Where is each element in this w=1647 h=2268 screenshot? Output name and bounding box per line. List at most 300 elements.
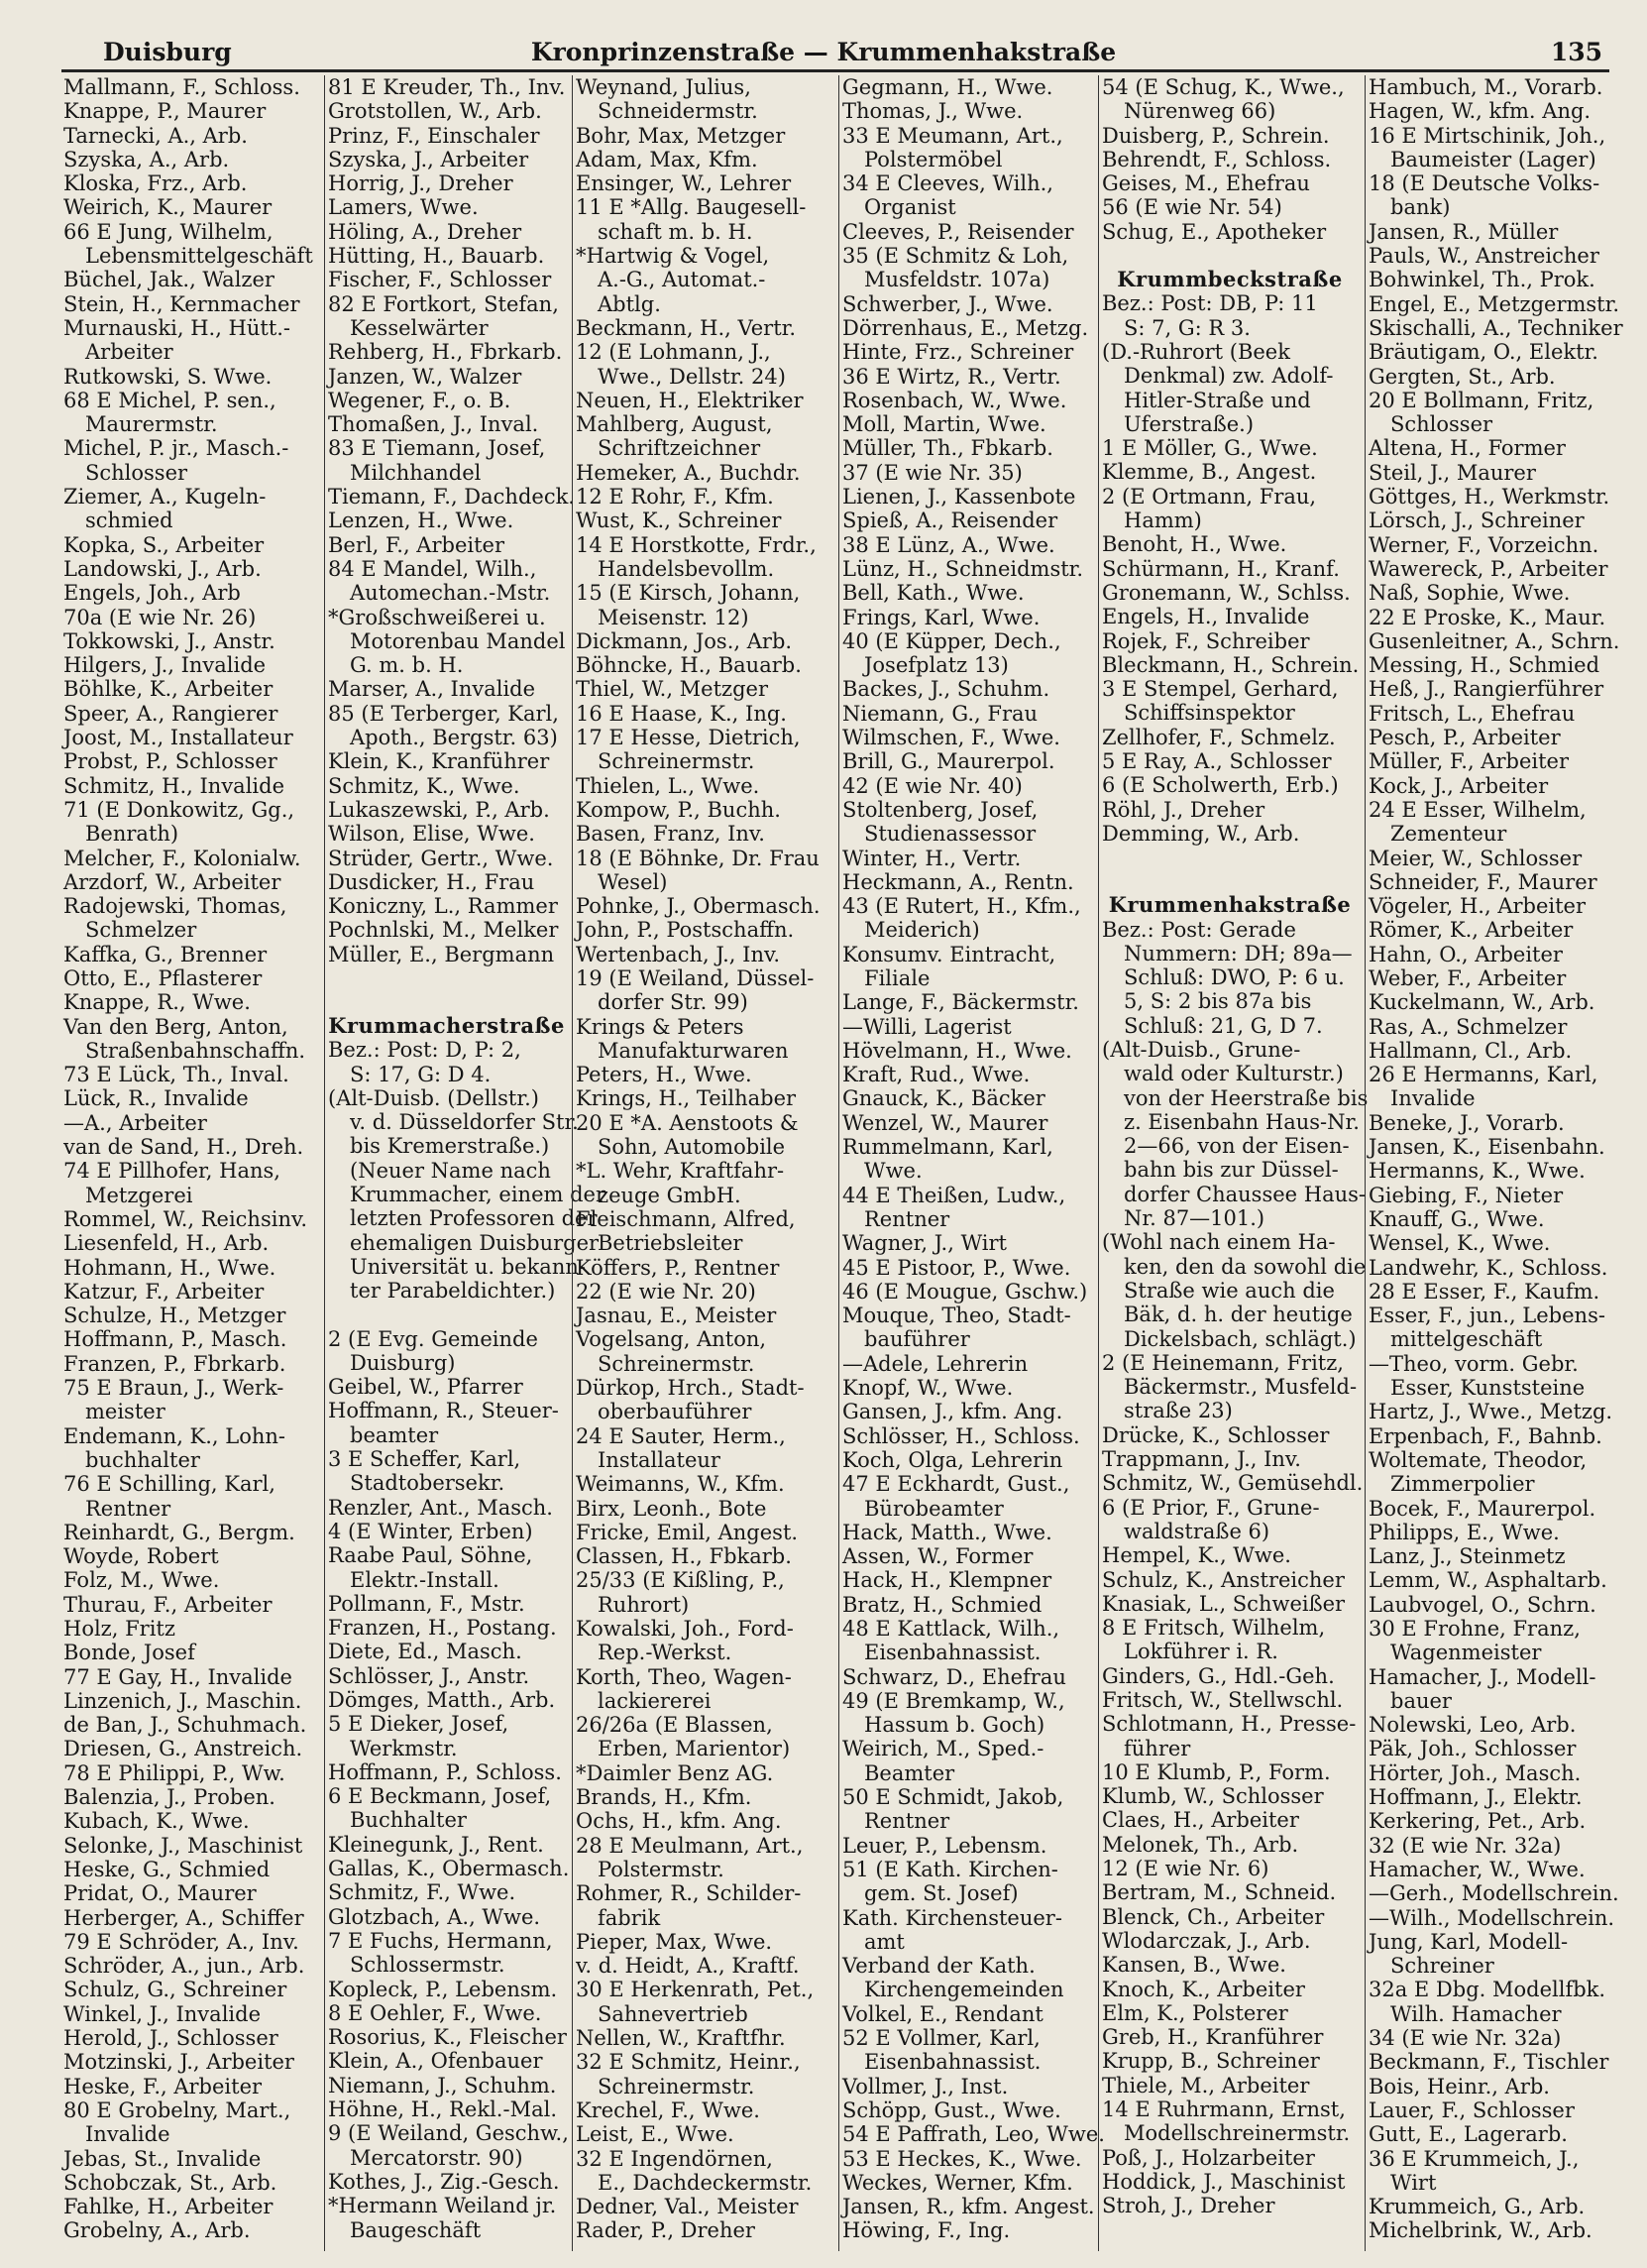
directory-entry: Bocek, F., Maurerpol. (1369, 1496, 1596, 1521)
directory-entry: Schobczak, St., Arb. (63, 2170, 277, 2195)
directory-entry: Grotstollen, W., Arb. (328, 99, 542, 124)
spacer (1102, 869, 1362, 893)
spacer (328, 1304, 569, 1327)
entry-continuation: Sahnevertrieb (598, 2001, 748, 2026)
column-divider (1365, 75, 1366, 2251)
directory-entry: 56 (E wie Nr. 54) (1102, 195, 1282, 220)
directory-entry: Weirich, M., Sped.- (842, 1737, 1044, 1761)
directory-entry: 7 E Fuchs, Hermann, (328, 1928, 553, 1953)
entry-continuation: gem. St. Josef) (864, 1881, 1019, 1906)
directory-entry: 84 E Mandel, Wilh., (328, 556, 537, 581)
directory-entry: Blenck, Ch., Arbeiter (1102, 1904, 1325, 1929)
directory-entry: Steil, J., Maurer (1369, 460, 1536, 485)
directory-entry: Tokkowski, J., Anstr. (63, 628, 275, 653)
directory-entry: 4 (E Winter, Erben) (328, 1519, 533, 1543)
directory-entry: 2 (E Evg. Gemeinde (328, 1326, 538, 1351)
directory-entry: Weirich, K., Maurer (63, 195, 273, 220)
entry-continuation: Schlosser (85, 460, 188, 485)
entry-continuation: Musfeldstr. 107a) (864, 268, 1050, 292)
directory-column-2 (328, 75, 605, 2251)
entry-continuation: Invalide (85, 2122, 170, 2147)
directory-entry: 26/26a (E Blassen, (576, 1713, 773, 1738)
directory-entry: Lange, F., Bäckermstr. (842, 990, 1079, 1015)
directory-entry: Philipps, E., Wwe. (1369, 1520, 1560, 1544)
directory-column-6 (1369, 75, 1623, 2251)
directory-entry: 1 E Möller, G., Wwe. (1102, 436, 1318, 461)
directory-entry: Ochs, H., kfm. Ang. (576, 1809, 782, 1834)
directory-entry: Päk, Joh., Schlosser (1369, 1737, 1577, 1761)
directory-entry: Woltemate, Theodor, (1369, 1447, 1588, 1472)
directory-entry: 78 E Philippi, P., Ww. (63, 1760, 285, 1785)
directory-entry: Esser, F., jun., Lebens- (1369, 1304, 1605, 1328)
directory-entry: Göttges, H., Werkmstr. (1369, 485, 1610, 510)
directory-entry: Szyska, A., Arb. (63, 147, 230, 171)
directory-entry: Lörsch, J., Schreiner (1369, 509, 1585, 533)
directory-entry: Landowski, J., Arb. (63, 556, 262, 581)
page-number: 135 (1550, 38, 1602, 66)
entry-continuation: Baumeister (Lager) (1390, 147, 1596, 171)
entry-continuation: Dickelsbach, schlägt.) (1124, 1326, 1357, 1351)
directory-entry: Moll, Martin, Wwe. (842, 412, 1046, 437)
directory-entry: Schwarz, D., Ehefrau (842, 1664, 1066, 1689)
directory-entry: Rosorius, K., Fleischer (328, 2025, 567, 2050)
directory-entry: Werner, F., Vorzeichn. (1369, 532, 1599, 557)
directory-entry: Röhl, J., Dreher (1102, 797, 1265, 822)
directory-entry: Weynand, Julius, (576, 75, 751, 99)
entry-continuation: Filiale (864, 965, 931, 990)
directory-entry: Pauls, W., Anstreicher (1369, 244, 1599, 269)
directory-entry: Hohmann, H., Wwe. (63, 1255, 276, 1280)
directory-entry: Kerkering, Pet., Arb. (1369, 1809, 1587, 1834)
entry-continuation: Handelsbevollm. (598, 556, 775, 581)
entry-continuation: S: 17, G: D 4. (350, 1062, 492, 1086)
directory-entry: Bohr, Max, Metzger (576, 123, 786, 148)
directory-entry: Pollmann, F., Mstr. (328, 1591, 525, 1616)
directory-entry: Römer, K., Arbeiter (1369, 918, 1574, 943)
directory-entry: 22 (E wie Nr. 20) (576, 1279, 756, 1304)
directory-entry: Koniczny, L., Rammer (328, 894, 558, 919)
directory-entry: Bez.: Post: D, P: 2, (328, 1038, 521, 1063)
directory-entry: Hinte, Frz., Schreiner (842, 340, 1074, 365)
directory-entry: Speer, A., Rangierer (63, 701, 278, 726)
entry-continuation: (Neuer Name nach (350, 1158, 551, 1183)
directory-entry: Knauff, G., Wwe. (1369, 1206, 1545, 1231)
directory-entry: Krummeich, G., Arb. (1369, 2195, 1586, 2219)
directory-entry: Dedner, Val., Meister (576, 2195, 799, 2219)
spacer (1102, 846, 1362, 869)
directory-entry: Adam, Max, Kfm. (576, 147, 758, 171)
entry-continuation: Straße wie auch die (1124, 1278, 1335, 1303)
directory-entry: Schmitz, K., Wwe. (328, 773, 520, 798)
entry-continuation: Installateur (598, 1447, 720, 1472)
directory-entry: Hagen, W., kfm. Ang. (1369, 99, 1592, 124)
directory-entry: Bez.: Post: DB, P: 11 (1102, 291, 1318, 316)
entry-continuation: Esser, Kunststeine (1390, 1376, 1586, 1401)
directory-entry: Duisberg, P., Schrein. (1102, 123, 1330, 148)
entry-continuation: Studienassessor (864, 822, 1037, 847)
directory-entry: 28 E Esser, F., Kaufm. (1369, 1279, 1600, 1304)
entry-continuation: E., Dachdeckermstr. (598, 2170, 813, 2195)
directory-entry: Schug, E., Apotheker (1102, 219, 1327, 244)
directory-entry: Knoch, K., Arbeiter (1102, 1977, 1305, 2001)
entry-continuation: Lebensmittelgeschäft (85, 244, 313, 269)
directory-entry: Bohwinkel, Th., Prok. (1369, 268, 1595, 292)
directory-entry: 16 E Mirtschinik, Joh., (1369, 123, 1606, 148)
entry-continuation: bank) (1390, 195, 1451, 220)
directory-entry: Endemann, K., Lohn- (63, 1423, 286, 1448)
entry-continuation: Schiffsinspektor (1124, 701, 1295, 726)
directory-entry: Höhne, H., Rekl.-Mal. (328, 2098, 557, 2122)
entry-continuation: ken, den da sowohl die (1124, 1254, 1367, 1279)
directory-entry: 48 E Kattlack, Wilh., (842, 1617, 1060, 1641)
directory-entry: Hilgers, J., Invalide (63, 653, 267, 678)
entry-continuation: Elektr.-Install. (350, 1567, 499, 1592)
directory-entry: Bratz, H., Schmied (842, 1592, 1043, 1617)
directory-entry: Prinz, F., Einschaler (328, 123, 540, 148)
directory-entry: Strüder, Gertr., Wwe. (328, 846, 554, 870)
directory-entry: 20 E Bollmann, Fritz, (1369, 388, 1594, 412)
directory-entry: Elm, K., Polsterer (1102, 2000, 1288, 2025)
directory-entry: Vollmer, J., Inst. (842, 2074, 1009, 2098)
directory-entry: Klemme, B., Angest. (1102, 460, 1317, 485)
directory-entry: 10 E Klumb, P., Form. (1102, 1759, 1331, 1784)
directory-entry: Geibel, W., Pfarrer (328, 1375, 523, 1400)
directory-entry: Backes, J., Schuhm. (842, 677, 1050, 702)
directory-entry: 32a E Dbg. Modellfbk. (1369, 1978, 1606, 2002)
directory-entry: Mouque, Theo, Stadt- (842, 1304, 1071, 1328)
directory-entry: Bräutigam, O., Elektr. (1369, 340, 1598, 365)
entry-continuation: S: 7, G: R 3. (1124, 315, 1251, 340)
directory-entry: 36 E Wirtz, R., Vertr. (842, 364, 1061, 389)
directory-entry: (D.-Ruhrort (Beek (1102, 339, 1290, 364)
directory-entry: Winter, H., Vertr. (842, 846, 1022, 870)
entry-continuation: wald oder Kulturstr.) (1124, 1062, 1344, 1086)
directory-entry: —A., Arbeiter (63, 1110, 207, 1135)
directory-entry: 28 E Meulmann, Art., (576, 1833, 804, 1858)
entry-continuation: Milchhandel (350, 460, 482, 485)
directory-entry: Skischalli, A., Techniker (1369, 315, 1623, 340)
entry-continuation: Beamter (864, 1760, 955, 1785)
directory-entry: 80 E Grobelny, Mart., (63, 2098, 291, 2122)
directory-entry: 50 E Schmidt, Jakob, (842, 1785, 1064, 1810)
directory-entry: Fritsch, W., Stellwschl. (1102, 1688, 1344, 1712)
entry-continuation: Maurermstr. (85, 412, 218, 437)
entry-continuation: Krummacher, einem der (350, 1183, 605, 1207)
directory-entry: Müller, E., Bergmann (328, 942, 555, 966)
entry-continuation: schaft m. b. H. (598, 219, 753, 244)
directory-entry: Thomas, J., Wwe. (842, 99, 1024, 124)
directory-entry: Engels, H., Invalide (1102, 605, 1310, 629)
directory-entry: Cleeves, P., Reisender (842, 219, 1074, 244)
entry-continuation: Polstermstr. (598, 1857, 724, 1881)
entry-continuation: Schmelzer (85, 918, 197, 943)
directory-entry: Gallas, K., Obermasch. (328, 1857, 570, 1881)
directory-entry: 53 E Heckes, K., Wwe. (842, 2146, 1082, 2171)
entry-continuation: Kirchengemeinden (864, 1978, 1064, 2002)
directory-entry: Greb, H., Kranführer (1102, 2025, 1324, 2050)
directory-entry: Glotzbach, A., Wwe. (328, 1904, 541, 1929)
directory-entry: —Gerh., Modellschrein. (1369, 1881, 1619, 1906)
directory-entry: 83 E Tiemann, Josef, (328, 436, 546, 461)
entry-continuation: Baugeschäft (350, 2217, 482, 2242)
directory-entry: Heß, J., Rangierführer (1369, 677, 1604, 702)
directory-entry: 3 E Scheffer, Karl, (328, 1447, 521, 1472)
entry-continuation: Organist (864, 195, 956, 220)
directory-entry: Gansen, J., kfm. Ang. (842, 1400, 1063, 1424)
directory-entry: Bleckmann, H., Schrein. (1102, 652, 1360, 677)
directory-entry: —Theo, vorm. Gebr. (1369, 1351, 1579, 1376)
directory-entry: Lanz, J., Steinmetz (1369, 1544, 1566, 1569)
directory-entry: Schöpp, Gust., Wwe. (842, 2098, 1061, 2122)
directory-entry: Thomaßen, J., Inval. (328, 412, 539, 437)
directory-entry: 81 E Kreuder, Th., Inv. (328, 75, 566, 99)
entry-continuation: Werkmstr. (350, 1736, 458, 1760)
directory-entry: Renzler, Ant., Masch. (328, 1495, 553, 1520)
directory-entry: Driesen, G., Anstreich. (63, 1737, 303, 1761)
directory-entry: Zellhofer, F., Schmelz. (1102, 725, 1336, 749)
directory-entry: Kothes, J., Zig.-Gesch. (328, 2169, 560, 2194)
directory-entry: 82 E Fortkort, Stefan, (328, 291, 559, 316)
entry-continuation: Rentner (864, 1206, 950, 1231)
entry-continuation: Sohn, Automobile (598, 1135, 786, 1160)
directory-entry: Ginders, G., Hdl.-Geh. (1102, 1663, 1335, 1688)
directory-entry: Demming, W., Arb. (1102, 821, 1300, 846)
directory-entry: Klein, A., Ofenbauer (328, 2049, 543, 2074)
entry-continuation: Universität u. bekann- (350, 1254, 586, 1279)
directory-entry: Hemeker, A., Buchdr. (576, 460, 801, 485)
entry-continuation: Hassum b. Goch) (864, 1713, 1045, 1738)
directory-entry: 85 (E Terberger, Karl, (328, 701, 559, 726)
directory-entry: Leist, E., Wwe. (576, 2122, 734, 2147)
directory-entry: Michelbrink, W., Arb. (1369, 2218, 1592, 2243)
directory-entry: 8 E Fritsch, Wilhelm, (1102, 1616, 1326, 1641)
directory-entry: Franzen, P., Fbrkarb. (63, 1351, 286, 1376)
directory-entry: Joost, M., Installateur (63, 726, 293, 750)
directory-entry: 17 E Hesse, Dietrich, (576, 726, 801, 750)
directory-entry: Korth, Theo, Wagen- (576, 1664, 792, 1689)
directory-entry: (Alt-Duisb. (Dellstr.) (328, 1085, 539, 1110)
directory-entry: 20 E *A. Aenstoots & (576, 1110, 799, 1135)
directory-entry: Thielen, L., Wwe. (576, 773, 760, 798)
directory-entry: Schlösser, H., Schloss. (842, 1423, 1080, 1448)
directory-entry: Schlotmann, H., Presse- (1102, 1712, 1357, 1737)
directory-entry: Krupp, B., Schreiner (1102, 2049, 1320, 2074)
directory-entry: 11 E *Allg. Baugesell- (576, 195, 807, 220)
directory-entry: Rommel, W., Reichsinv. (63, 1206, 308, 1231)
directory-entry: *Hermann Weiland jr. (328, 2194, 557, 2218)
directory-entry: Katzur, F., Arbeiter (63, 1279, 265, 1304)
directory-entry: Gronemann, W., Schlss. (1102, 580, 1351, 605)
directory-entry: Peters, H., Wwe. (576, 1063, 752, 1087)
directory-entry: 5 E Ray, A., Schlosser (1102, 749, 1332, 774)
directory-entry: Klein, K., Kranführer (328, 749, 550, 774)
directory-entry: Probst, P., Schlosser (63, 749, 277, 774)
directory-column-5 (1102, 75, 1369, 2251)
directory-entry: 34 (E wie Nr. 32a) (1369, 2026, 1562, 2051)
directory-entry: Neuen, H., Elektriker (576, 388, 804, 412)
entry-continuation: Schluß: DWO, P: 6 u. (1124, 965, 1345, 990)
directory-entry: Dömges, Matth., Arb. (328, 1688, 556, 1712)
directory-entry: 18 (E Deutsche Volks- (1369, 171, 1600, 196)
directory-entry: Kansen, B., Wwe. (1102, 1953, 1286, 1978)
entry-continuation: zeuge GmbH. (598, 1183, 741, 1207)
directory-entry: Naß, Sophie, Wwe. (1369, 581, 1571, 606)
entry-continuation: Straßenbahnschaffn. (85, 1038, 306, 1063)
directory-entry: 3 E Stempel, Gerhard, (1102, 677, 1339, 702)
directory-entry: Müller, F., Arbeiter (1369, 749, 1569, 774)
directory-entry: Horrig, J., Dreher (328, 171, 513, 196)
directory-entry: Otto, E., Pflasterer (63, 965, 263, 990)
directory-entry: Frings, Karl, Wwe. (842, 605, 1041, 629)
directory-entry: Kopleck, P., Lebensm. (328, 1977, 558, 2001)
directory-entry: Lauer, F., Schlosser (1369, 2098, 1575, 2122)
directory-entry: Büchel, Jak., Walzer (63, 268, 274, 292)
entry-continuation: Zimmerpolier (1390, 1472, 1535, 1497)
directory-entry: 54 E Paffrath, Leo, Wwe. (842, 2122, 1105, 2147)
directory-entry: Janzen, W., Walzer (328, 364, 522, 389)
directory-entry: Landwehr, K., Schloss. (1369, 1255, 1608, 1280)
directory-entry: Gegmann, H., Wwe. (842, 75, 1053, 99)
entry-continuation: Schriftzeichner (598, 436, 761, 461)
directory-entry: 46 (E Mougue, Gschw.) (842, 1279, 1088, 1304)
directory-entry: 68 E Michel, P. sen., (63, 388, 276, 412)
directory-entry: Höling, A., Dreher (328, 219, 522, 244)
directory-entry: Pridat, O., Maurer (63, 1881, 257, 1906)
street-heading: Krummbeckstraße (1117, 267, 1343, 292)
directory-entry: 44 E Theißen, Ludw., (842, 1183, 1066, 1207)
directory-entry: 22 E Proske, K., Maur. (1369, 605, 1606, 629)
directory-entry: Giebing, F., Nieter (1369, 1183, 1564, 1207)
entry-continuation: Ruhrort) (598, 1592, 690, 1617)
entry-continuation: Rentner (85, 1496, 171, 1521)
street-heading: Krummacherstraße (328, 1012, 565, 1038)
entry-continuation: Manufakturwaren (598, 1038, 789, 1063)
directory-entry: 36 E Krummeich, J., (1369, 2146, 1580, 2171)
entry-continuation: Eisenbahnassist. (864, 1641, 1042, 1665)
directory-entry: 38 E Lünz, A., Wwe. (842, 532, 1055, 557)
directory-entry: Hack, H., Klempner (842, 1568, 1052, 1593)
directory-entry: Arzdorf, W., Arbeiter (63, 869, 281, 894)
directory-entry: Kraft, Rud., Wwe. (842, 1063, 1031, 1087)
directory-entry: Nolewski, Leo, Arb. (1369, 1713, 1577, 1738)
directory-entry: *Hartwig & Vogel, (576, 244, 770, 269)
directory-entry: Liesenfeld, H., Arb. (63, 1231, 270, 1256)
directory-entry: Böhlke, K., Arbeiter (63, 677, 274, 702)
entry-continuation: Meisenstr. 12) (598, 605, 749, 629)
entry-continuation: Schreinermstr. (598, 749, 755, 774)
entry-continuation: Automechan.-Mstr. (350, 581, 551, 606)
entry-continuation: Invalide (1390, 1086, 1476, 1111)
directory-entry: Schwerber, J., Wwe. (842, 291, 1053, 316)
directory-entry: John, P., Postschaffn. (576, 918, 795, 943)
directory-entry: Grobelny, A., Arb. (63, 2218, 251, 2243)
directory-entry: 70a (E wie Nr. 26) (63, 605, 257, 629)
directory-entry: Herberger, A., Schiffer (63, 1905, 304, 1930)
column-divider (572, 75, 573, 2251)
directory-entry: 74 E Pillhofer, Hans, (63, 1159, 280, 1184)
directory-entry: 6 E Beckmann, Josef, (328, 1784, 552, 1809)
directory-entry: Hoddick, J., Maschinist (1102, 2169, 1346, 2194)
directory-entry: Linzenich, J., Maschin. (63, 1688, 302, 1713)
directory-entry: Tiemann, F., Dachdeck. (328, 485, 575, 510)
directory-entry: Stein, H., Kernmacher (63, 291, 300, 316)
directory-entry: 54 (E Schug, K., Wwe., (1102, 75, 1345, 99)
entry-continuation: Arbeiter (85, 340, 173, 365)
directory-entry: Szyska, J., Arbeiter (328, 147, 529, 171)
directory-entry: —Adele, Lehrerin (842, 1351, 1029, 1376)
spacer (328, 966, 569, 990)
directory-entry: Ras, A., Schmelzer (1369, 1014, 1568, 1039)
directory-entry: Dürkop, Hrch., Stadt- (576, 1376, 805, 1401)
directory-entry: Lünz, H., Schneidmstr. (842, 556, 1084, 581)
directory-entry: Hoffmann, P., Masch. (63, 1327, 287, 1352)
directory-entry: 5 E Dieker, Josef, (328, 1712, 509, 1737)
directory-entry: Kopka, S., Arbeiter (63, 532, 265, 557)
directory-entry: 49 (E Bremkamp, W., (842, 1688, 1065, 1713)
entry-continuation: Schlosser (1390, 412, 1493, 437)
directory-entry: 43 (E Rutert, H., Kfm., (842, 894, 1081, 919)
directory-entry: 45 E Pistoor, P., Wwe. (842, 1255, 1071, 1280)
directory-entry: Wegener, F., o. B. (328, 388, 511, 412)
directory-entry: Winkel, J., Invalide (63, 2001, 261, 2026)
directory-entry: Lück, R., Invalide (63, 1086, 249, 1111)
street-heading: Krummenhakstraße (1108, 892, 1352, 918)
directory-entry: Schmitz, W., Gemüsehdl. (1102, 1471, 1364, 1496)
directory-entry: 66 E Jung, Wilhelm, (63, 219, 274, 244)
directory-entry: 18 (E Böhnke, Dr. Frau (576, 846, 820, 870)
directory-entry: Kleinegunk, J., Rent. (328, 1832, 544, 1857)
directory-entry: 2 (E Ortmann, Frau, (1102, 484, 1317, 509)
directory-entry: Beneke, J., Vorarb. (1369, 1110, 1565, 1135)
directory-entry: Behrendt, F., Schloss. (1102, 147, 1332, 171)
directory-entry: Niemann, G., Frau (842, 701, 1039, 726)
directory-entry: Brands, H., Kfm. (576, 1785, 752, 1810)
entry-continuation: von der Heerstraße bis (1124, 1085, 1369, 1110)
directory-entry: Bell, Kath., Wwe. (842, 581, 1025, 606)
directory-column-1 (63, 75, 321, 2251)
header-rule (61, 69, 1609, 72)
entry-continuation: 5, S: 2 bis 87a bis (1124, 989, 1312, 1014)
directory-entry: *Großschweißerei u. (328, 605, 546, 629)
directory-entry: 77 E Gay, H., Invalide (63, 1664, 292, 1689)
directory-entry: Rutkowski, S. Wwe. (63, 364, 273, 389)
entry-continuation: Eisenbahnassist. (864, 2050, 1042, 2075)
directory-entry: Gusenleitner, A., Schrn. (1369, 628, 1620, 653)
directory-entry: Jansen, R., Müller (1369, 219, 1559, 244)
entry-continuation: lackiererei (598, 1688, 712, 1713)
directory-entry: Wensel, K., Wwe. (1369, 1231, 1551, 1256)
directory-entry: Fahlke, H., Arbeiter (63, 2195, 274, 2219)
directory-entry: 35 (E Schmitz & Loh, (842, 244, 1069, 269)
entry-continuation: Wirt (1390, 2170, 1437, 2195)
entry-continuation: Hamm) (1124, 509, 1202, 533)
entry-continuation: Motorenbau Mandel (350, 628, 566, 653)
entry-continuation: Lokführer i. R. (1124, 1640, 1278, 1664)
entry-continuation: Uferstraße.) (1124, 411, 1255, 436)
entry-continuation: Denkmal) zw. Adolf- (1124, 364, 1334, 389)
directory-entry: Bez.: Post: Gerade (1102, 917, 1296, 942)
directory-entry: Bertram, M., Schneid. (1102, 1880, 1337, 1905)
entry-continuation: Bäk, d. h. der heutige (1124, 1303, 1353, 1327)
directory-entry: Schulz, K., Anstreicher (1102, 1567, 1345, 1592)
directory-entry: Altena, H., Former (1369, 436, 1566, 461)
entry-continuation: Meiderich) (864, 918, 980, 943)
entry-continuation: v. d. Düsseldorfer Str. (350, 1110, 579, 1135)
directory-entry: Jansen, K., Eisenbahn. (1369, 1135, 1605, 1160)
entry-continuation: Hitler-Straße und (1124, 388, 1311, 412)
entry-continuation: Nürenweg 66) (1124, 99, 1276, 124)
directory-entry: 24 E Esser, Wilhelm, (1369, 797, 1587, 822)
